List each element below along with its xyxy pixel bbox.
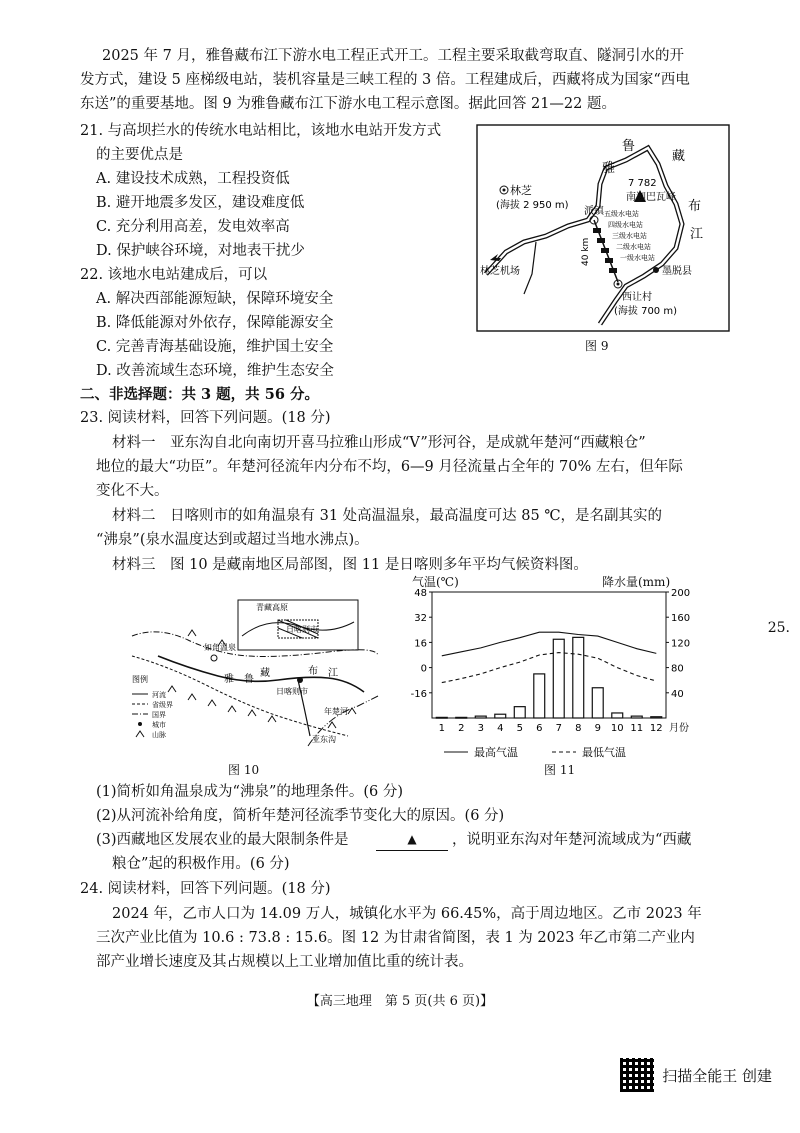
temp-line-min [442,653,657,683]
section-2-heading: 二、非选择题：共 3 题，共 56 分。 [80,386,319,403]
legend-title: 图例 [132,675,148,684]
q22-option-d[interactable]: D. 改善流域生态环境，维护生态安全 [96,363,334,379]
plot-frame [432,592,666,718]
legend-max-label: 最高气温 [474,746,518,759]
precip-bar-10 [612,713,623,718]
station-4-label: 四级水电站 [608,221,643,229]
xirang-alt-label: (海拔 700 m) [614,306,677,317]
fig10-river-char-5: 江 [328,668,338,679]
right-tick-label: 160 [671,613,691,625]
left-tick-label: -16 [410,688,427,700]
right-tick-label: 200 [671,588,691,599]
river-char-2: 鲁 [622,139,636,154]
paixiang-label: 派镇 [584,206,604,217]
right-tick-label: 120 [671,638,691,650]
side-question-number: 25. [767,620,790,636]
station-5-label: 五级水电站 [604,210,639,218]
precip-bar-12 [651,717,662,718]
q23-sub-3b: ，说明亚东沟对年楚河流域成为“西藏 [452,832,692,848]
precip-bar-9 [592,688,603,718]
rikaze-label: 日喀则市 [276,687,308,696]
figure-10-caption: 图 10 [228,763,260,777]
left-tick-label: 32 [414,613,427,625]
q21-option-b[interactable]: B. 避开地震多发区，建设难度低 [96,195,305,211]
precip-bar-8 [573,637,584,718]
month-label: 3 [477,723,484,734]
chart-ylabel-left: 气温(℃) [412,575,459,589]
left-tick-label: 16 [414,638,427,650]
precip-bar-1 [436,717,447,718]
answer-blank-marker: ▲ [407,832,417,846]
qr-code-icon [620,1058,654,1092]
medog-label: 墨脱县 [662,266,692,277]
peak-height-label: 7 782 [628,178,657,189]
peak-name-label: 南迦巴瓦峰 [626,192,676,203]
legend-river: 河流 [152,691,166,699]
rikaze-city-icon [297,677,303,683]
q23-stem: 23. 阅读材料，回答下列问题。(18 分) [80,410,331,426]
figure-11-caption: 图 11 [544,763,576,777]
scanner-watermark [620,1058,772,1092]
q24-stem: 24. 阅读材料，回答下列问题。(18 分) [80,881,331,897]
inset-rikaze-label: 日喀则市 [286,625,318,634]
q23-sub-2: (2)从河流补给角度，简析年楚河径流季节变化大的原因。(6 分) [96,808,505,824]
precip-bar-3 [475,716,486,718]
q22-option-a[interactable]: A. 解决西部能源短缺，保障环境安全 [96,291,334,307]
left-tick-label: 48 [414,588,427,599]
q23-sub-3a: (3)西藏地区发展农业的最大限制条件是 [96,832,349,848]
temp-line-max [442,632,657,656]
q24-para-1: 2024 年，乙市人口为 14.09 万人，城镇化水平为 66.45%，高于周边地区。乙市 2023 年 [112,906,702,922]
precip-bar-11 [631,716,642,718]
q21-stem-2: 的主要优点是 [96,147,183,163]
yadong-label: 亚东沟 [312,735,336,744]
q22-option-c[interactable]: C. 完善青海基础设施，维护国土安全 [96,339,334,355]
legend-city: 城市 [152,721,166,729]
month-label: 10 [610,723,624,734]
q24-para-2: 三次产业比值为 10.6 : 73.8 : 15.6。图 12 为甘肃省简图，表 1 为 2023 年乙市第二产业内 [96,930,695,946]
precip-bar-2 [456,717,467,718]
river-char-4: 布 [688,199,702,214]
month-label: 1 [438,723,445,734]
legend-province: 省级界 [152,701,173,709]
month-label: 8 [575,723,582,734]
intro-line-3: 东送”的重要基地。图 9 为雅鲁藏布江下游水电工程示意图。据此回答 21—22 题。 [80,96,616,112]
q22-stem: 22. 该地水电站建成后，可以 [80,267,268,283]
intro-line-1: 2025 年 7 月，雅鲁藏布江下游水电工程正式开工。工程主要采取截弯取直、隧洞引水的开 [102,48,684,64]
fig10-river-char-1: 雅 [224,674,234,685]
river-char-1: 雅 [602,161,616,176]
q23-material-3: 材料三 图 10 是藏南地区局部图，图 11 是日喀则多年平均气候资料图。 [112,557,588,573]
fig10-river-char-4: 布 [308,666,318,677]
station-1-label: 一级水电站 [620,254,655,262]
river-char-5: 江 [690,227,704,242]
q21-option-c[interactable]: C. 充分利用高差，发电效率高 [96,219,290,235]
month-label: 5 [516,723,523,734]
fig10-river-char-3: 藏 [260,668,270,679]
right-tick-label: 80 [671,663,684,675]
figure-10-map [128,596,392,758]
chart-ylabel-right: 降水量(mm) [602,575,671,589]
scanner-label: 扫描全能王 创建 [662,1066,772,1085]
q23-material-1a: 材料一 亚东沟自北向南切开喜马拉雅山形成“V”形河谷，是成就年楚河“西藏粮仓” [112,435,646,451]
month-label: 12 [649,723,663,734]
inset-title: 青藏高原 [256,603,288,612]
legend-mountain: 山脉 [152,731,166,739]
ruojiao-label: 如角温泉 [204,643,236,652]
q23-sub-3c: 粮仓”起的积极作用。(6 分) [112,856,290,872]
station-3-label: 三级水电站 [612,232,647,240]
river-char-3: 藏 [672,149,686,164]
month-label: 7 [555,723,562,734]
q23-material-1c: 变化不大。 [96,483,169,499]
answer-blank[interactable] [376,832,448,851]
nyingchi-label: 林芝 [510,184,532,197]
q22-option-b[interactable]: B. 降低能源对外依存，保障能源安全 [96,315,334,331]
legend-min-label: 最低气温 [582,746,626,759]
q21-option-d[interactable]: D. 保护峡谷环境，对地表干扰少 [96,243,305,259]
figure-9-map [476,124,730,332]
nyingchi-alt-label: (海拔 2 950 m) [496,200,569,211]
q23-material-2a: 材料二 日喀则市的如角温泉有 31 处高温温泉，最高温度可达 85 ℃，是名副其实的 [112,508,663,524]
q23-sub-1: (1)简析如角温泉成为“沸泉”的地理条件。(6 分) [96,784,404,800]
q23-material-1b: 地位的最大“功臣”。年楚河径流年内分布不均，6—9 月径流量占全年的 70% 左右，但年际 [96,459,683,475]
precip-bar-5 [514,707,525,718]
month-label: 9 [594,723,601,734]
ruojiao-spring-icon [211,655,217,661]
q24-para-3: 部产业增长速度及其占规模以上工业增加值比重的统计表。 [96,954,473,970]
month-label: 2 [458,723,465,734]
q23-material-2b: “沸泉”(泉水温度达到或超过当地水沸点)。 [96,532,369,548]
xirang-label: 西让村 [622,292,652,303]
month-label: 11 [630,723,644,734]
precip-bar-7 [553,639,564,718]
q21-option-a[interactable]: A. 建设技术成熟，工程投资低 [96,171,290,187]
precip-bar-6 [534,674,545,718]
airport-label: 林芝机场 [480,266,520,277]
distance-label: 40 km [581,237,591,266]
month-label: 4 [497,723,504,734]
left-tick-label: 0 [420,663,427,675]
right-tick-label: 40 [671,688,684,700]
precip-bar-4 [495,714,506,718]
figure-9-caption: 图 9 [585,339,609,353]
month-label: 6 [536,723,543,734]
fig10-river-char-2: 鲁 [244,674,254,685]
xlabel: 月份 [669,723,689,734]
q21-stem-1: 21. 与高坝拦水的传统水电站相比，该地水电站开发方式 [80,123,442,139]
figure-11-chart [404,586,694,786]
medog-county-icon [653,267,659,273]
nianchu-label: 年楚河 [324,707,348,716]
intro-line-2: 发方式，建设 5 座梯级电站，装机容量是三峡工程的 3 倍。工程建成后，西藏将成为国家“西电 [80,72,690,88]
station-2-label: 二级水电站 [616,243,651,251]
legend-border: 国界 [152,711,166,719]
page-footer: 【高三地理 第 5 页(共 6 页)】 [306,994,494,1009]
